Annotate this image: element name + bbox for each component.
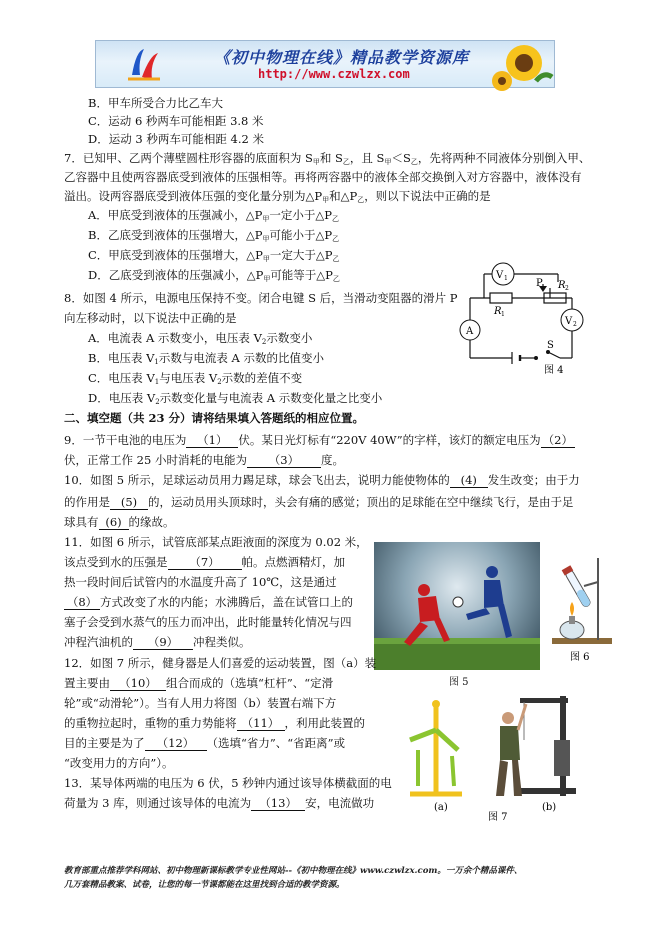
slider-p-label: P (536, 278, 543, 289)
q7-option-c (88, 248, 339, 266)
home-gym-machine-icon (496, 696, 576, 796)
q12-line6: “改变用力的方向”）。 (64, 756, 174, 770)
switch-s-label: S (547, 340, 554, 351)
v2-sub: 2 (573, 321, 577, 328)
text: （选填“省力”、“省距离”或 (206, 736, 346, 750)
q12-line3: 轮”或“动滑轮”）。当有人用力将图（b）装置右端下方 (64, 696, 337, 710)
figure-7-caption: 图 7 (488, 812, 508, 823)
text: 9．一节干电池的电压为 (64, 433, 187, 447)
v2-label: V (565, 316, 573, 327)
subscript: 甲 (262, 235, 270, 243)
text: 一定大于△P (269, 248, 333, 262)
text: 度。 (320, 453, 344, 467)
text: 和 S (319, 151, 343, 165)
text: 7．已知甲、乙两个薄壁圆柱形容器的底面积为 S (64, 151, 313, 165)
q12-line2 (64, 676, 333, 691)
text: 目的主要是为了 (64, 736, 145, 750)
blank-4: (4) (450, 473, 488, 488)
banner-title: 《初中物理在线》精品教学资源库 (214, 48, 470, 67)
blank-11: （11） (237, 716, 285, 731)
figure-6-caption: 图 6 (570, 652, 590, 663)
text: 可能小于△P (269, 228, 333, 242)
r1-sub: 1 (501, 311, 505, 318)
q6-option-c: C．运动 6 秒两车可能相距 3.8 米 (88, 114, 264, 128)
text: C．甲底受到液体的压强增大，△P (88, 248, 263, 262)
q11-line4 (64, 595, 353, 610)
text: 伏，正常工作 25 小时消耗的电能为 (64, 453, 247, 467)
figure-7-equipment (396, 690, 606, 822)
r1-label: R (494, 306, 502, 317)
sunflower-icon (492, 41, 554, 87)
subscript: 乙 (332, 275, 340, 283)
q7-option-d (88, 268, 340, 286)
banner-url[interactable]: http://www.czwlzx.com (258, 67, 410, 81)
text: 发生改变；由于力 (487, 473, 580, 487)
subscript: 2 (217, 378, 222, 386)
subscript: 甲 (262, 215, 270, 223)
figure-7a-label: (a) (434, 802, 448, 813)
text: 的缘故。 (128, 515, 175, 529)
blank-3: （3） (247, 453, 321, 468)
blank-9: （9） (133, 635, 193, 650)
q11-line3: 热一段时间后试管内的水温度升高了 10℃，这是通过 (64, 575, 337, 589)
q9-line2 (64, 453, 344, 468)
q6-option-d: D．运动 3 秒两车可能相距 4.2 米 (88, 132, 264, 146)
text: 荷量为 3 库，则通过该导体的电流为 (64, 796, 252, 810)
header-banner (95, 40, 555, 88)
subscript: 2 (261, 338, 267, 346)
blank-10: （10） (110, 676, 166, 691)
figure-4-circuit (450, 258, 590, 376)
subscript: 乙 (357, 196, 365, 204)
q11-line1: 11．如图 6 所示，试管底部某点距液面的深度为 0.02 米， (64, 535, 368, 549)
figure-5-caption: 图 5 (449, 677, 469, 688)
q13-line1: 13．某导体两端的电压为 6 伏，5 秒钟内通过该导体横截面的电 (64, 776, 392, 790)
football-players-icon (374, 542, 540, 670)
blank-5: (5) (110, 495, 148, 510)
text: 示数变化量与电流表 A 示数变化量之比变小 (159, 391, 383, 405)
text: 冲程类似。 (193, 635, 251, 649)
text: 一定小于△P (269, 208, 332, 222)
q12-line5 (64, 736, 345, 751)
q13-line2 (64, 796, 374, 811)
q9-line1 (64, 433, 575, 448)
r2-label: R (558, 280, 566, 291)
q7-stem-line2: 乙容器中且使两容器底受到液体的压强相等。再将两容器中的液体全部交换倒入对方容器中，液体没有 (64, 170, 582, 184)
text: 的重物拉起时，重物的重力势能将 (64, 716, 237, 730)
text: 组合而成的（选填“杠杆”、“定滑 (166, 676, 334, 690)
text: 示数变小 (266, 331, 313, 345)
q10-line1 (64, 473, 580, 488)
text: 球具有 (64, 515, 99, 529)
q6-option-b: B．甲车所受合力比乙车大 (88, 96, 223, 110)
text: 溢出。设两容器底受到液体压强的变化量分别为△P (64, 189, 323, 203)
blank-6: (6) (99, 515, 129, 530)
text: ，则以下说法中正确的是 (364, 189, 491, 203)
ammeter-label: A (466, 326, 474, 337)
q10-line3 (64, 515, 175, 530)
subscript: 甲 (384, 158, 392, 166)
q12-line4 (64, 716, 365, 731)
text: A．甲底受到液体的压强减小，△P (88, 208, 263, 222)
subscript: 乙 (331, 215, 339, 223)
text: C．电压表 V (88, 371, 155, 385)
footer-line1: 教育部重点推荐学科网站、初中物理新课标教学专业性网站--《初中物理在线》www.czwlzx.com。一万余个精品课件、 (64, 866, 523, 876)
text: 伏。某日光灯标有“220V 40W”的字样，该灯的额定电压为 (238, 433, 541, 447)
text: 该点受到水的压强是 (64, 555, 168, 569)
subscript: 1 (154, 378, 160, 386)
outdoor-fitness-machine-icon (410, 700, 462, 794)
q8-stem-line1: 8．如图 4 所示，电源电压保持不变。闭合电键 S 后，当滑动变阻器的滑片 P (64, 291, 458, 305)
text: 方式改变了水的内能；水沸腾后，盖在试管口上的 (100, 595, 353, 609)
text: 示数的差值不变 (221, 371, 303, 385)
text: D．电压表 V (88, 391, 156, 405)
subscript: 乙 (332, 235, 340, 243)
q8-option-b (88, 351, 324, 369)
text: 示数与电流表 A 示数的比值变小 (158, 351, 325, 365)
q7-option-b (88, 228, 339, 246)
v1-sub: 1 (504, 275, 508, 282)
text: 帕。点燃酒精灯，加 (241, 555, 345, 569)
q12-line1: 12．如图 7 所示，健身器是人们喜爱的运动装置，图（a）装 (64, 656, 377, 670)
blank-8: （8） (64, 595, 100, 610)
q7-stem-line1 (64, 151, 590, 169)
text: A．电流表 A 示数变小，电压表 V (88, 331, 262, 345)
blank-7: （7） (168, 555, 242, 570)
q8-option-c (88, 371, 302, 389)
q11-line6 (64, 635, 251, 650)
text: ＜S (391, 151, 411, 165)
subscript: 1 (154, 358, 159, 366)
q8-stem-line2: 向左移动时，以下说法中正确的是 (64, 311, 237, 325)
text: 可能等于△P (270, 268, 333, 282)
q7-stem-line3 (64, 189, 491, 207)
subscript: 乙 (342, 158, 350, 166)
q7-option-a (88, 208, 339, 226)
section-2-header: 二、填空题（共 23 分）请将结果填入答题纸的相应位置。 (64, 411, 365, 425)
figure-6-apparatus (548, 552, 618, 663)
site-logo-icon (126, 45, 160, 83)
subscript: 乙 (410, 158, 418, 166)
text: 10．如图 5 所示，足球运动员用力踢足球，球会飞出去，说明力能使物体的 (64, 473, 450, 487)
text: B．电压表 V (88, 351, 155, 365)
figure-5-photo (374, 542, 540, 670)
text: 与电压表 V (159, 371, 218, 385)
text: 的，运动员用头顶球时，头会有痛的感觉；顶出的足球能在空中继续飞行，是由于足 (148, 495, 574, 509)
subscript: 2 (155, 398, 160, 406)
text: ，且 S (349, 151, 385, 165)
subscript: 甲 (312, 158, 320, 166)
footer-line2: 几万套精品教案、试卷，让您的每一节课都能在这里找到合适的教学资源。 (64, 880, 345, 890)
text: 置主要由 (64, 676, 110, 690)
subscript: 甲 (322, 196, 330, 204)
figure-7b-label: (b) (542, 802, 557, 813)
figure-4-caption: 图 4 (544, 365, 564, 376)
q11-line5: 塞子会受到水蒸气的压力而冲出，此时能量转化情况与四 (64, 615, 352, 629)
q10-line2 (64, 495, 574, 510)
subscript: 甲 (262, 255, 270, 263)
text: 安，电流做功 (305, 796, 375, 810)
text: ，先将两种不同液体分别倒入甲、 (417, 151, 591, 165)
text: B．乙底受到液体的压强增大，△P (88, 228, 263, 242)
text: 和△P (329, 189, 358, 203)
blank-12: （12） (145, 736, 207, 751)
blank-1: （1） (186, 433, 238, 448)
text: 的作用是 (64, 495, 110, 509)
text: ，利用此装置的 (284, 716, 365, 730)
q8-option-d (88, 391, 382, 409)
text: D．乙底受到液体的压强减小，△P (88, 268, 264, 282)
q8-option-a (88, 331, 312, 349)
r2-sub: 2 (565, 285, 569, 292)
blank-13: （13） (251, 796, 305, 811)
text: 冲程汽油机的 (64, 635, 133, 649)
subscript: 甲 (263, 275, 271, 283)
blank-2: （2） (542, 433, 573, 447)
v1-label: V (496, 270, 504, 281)
q11-line2 (64, 555, 345, 570)
subscript: 乙 (332, 255, 340, 263)
